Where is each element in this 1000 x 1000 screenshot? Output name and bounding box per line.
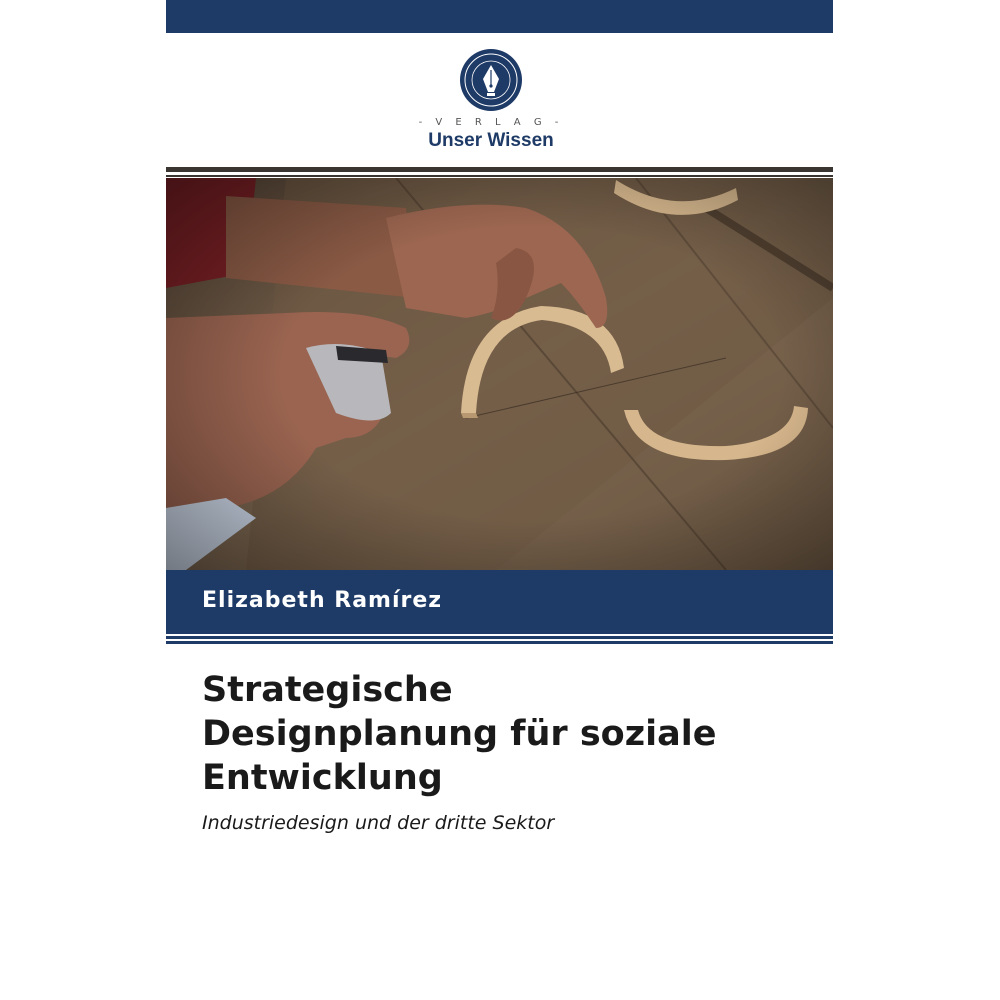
author-band <box>166 570 833 634</box>
title-line: Entwicklung <box>202 758 443 798</box>
pen-nib-seal-icon <box>459 48 523 112</box>
divider-top-thick <box>166 167 833 172</box>
top-color-band <box>166 0 833 33</box>
book-title <box>202 668 822 800</box>
publisher-name: Unser Wissen <box>428 130 554 151</box>
title-line: Strategische <box>202 670 453 710</box>
divider-top-thin <box>166 175 833 177</box>
book-subtitle: Industriedesign und der dritte Sektor <box>202 812 555 834</box>
divider-bottom-thin <box>166 636 833 639</box>
publisher-logo <box>166 44 833 154</box>
cover-photo <box>166 178 833 570</box>
book-cover <box>166 0 833 1000</box>
author-name: Elizabeth Ramírez <box>202 588 443 613</box>
divider-bottom-thin-2 <box>166 641 833 644</box>
publisher-label: - V E R L A G - <box>418 117 564 128</box>
woodworking-photo <box>166 178 833 570</box>
title-line: Designplanung für soziale <box>202 714 717 754</box>
